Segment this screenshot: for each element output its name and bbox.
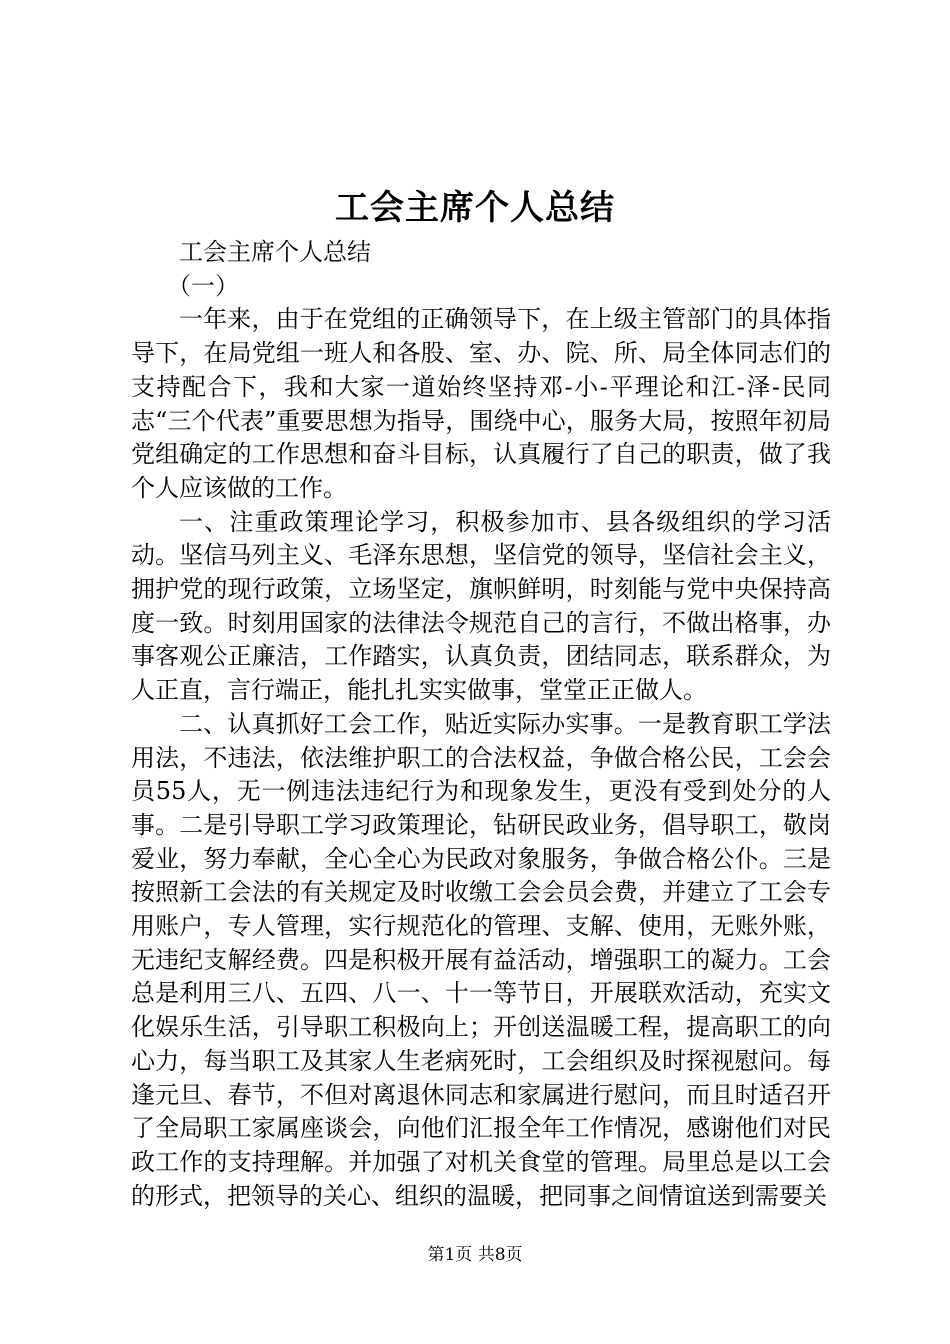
document-title: 工会主席个人总结 xyxy=(335,188,615,228)
document-subtitle: 工会主席个人总结 xyxy=(179,238,371,266)
paragraph-section-two: 二、认真抓好工会工作，贴近实际办实事。一是教育职工学法用法，不违法，依法维护职工的合法权益，争做合格公民，工会会员55人，无一例违法违纪行为和现象发生，更没有受到处分的人事。二是引导职工学习政策理论，钻研民政业务，倡导职工，敬岗爱业，努力奉献，全心全心为民政对象服务，争做合格公仆。三是按照新工会法的有关规定及时收缴工会会员会费，并建立了工会专用账户，专人管理，实行规范化的管理、支解、使用，无账外账，无违纪支解经费。四是积极开展有益活动，增强职工的凝力。工会总是利用三八、五四、八一、十一等节日，开展联欢活动，充实文化娱乐生活，引导职工积极向上；开创送温暖工程，提高职工的向心力，每当职工及其家人生老病死时，工会组织及时探视慰问。每逢元旦、春节，不但对离退休同志和家属进行慰问，而且时适召开了全局职工家属座谈会，向他们汇报全年工作情况，感谢他们对民政工作的支持理解。并加强了对机关食堂的管理。局里总是以工会的形式，把领导的关心、组织的温暖，把同事之间情谊送到需要关 xyxy=(131,709,831,1210)
paragraph-section-one: 一、注重政策理论学习，积极参加市、县各级组织的学习活动。坚信马列主义、毛泽东思想，坚信党的领导，坚信社会主义，拥护党的现行政策，立场坚定，旗帜鲜明，时刻能与党中央保持高度一致。时刻用国家的法律法令规范自己的言行，不做出格事，办事客观公正廉洁，工作踏实，认真负责，团结同志，联系群众，为人正直，言行端正，能扎扎实实做事，堂堂正正做人。 xyxy=(131,507,831,705)
document-body xyxy=(131,236,831,1213)
section-label: （一） xyxy=(167,271,239,300)
page-footer: 第1页 共8页 xyxy=(427,1245,523,1265)
paragraph-intro: 一年来，由于在党组的正确领导下，在上级主管部门的具体指导下，在局党组一班人和各股、室、办、院、所、局全体同志们的支持配合下，我和大家一道始终坚持邓-小-平理论和江-泽-民同志“三个代表”重要思想为指导，围绕中心，服务大局，按照年初局党组确定的工作思想和奋斗目标，认真履行了自己的职责，做了我个人应该做的工作。 xyxy=(131,305,831,502)
